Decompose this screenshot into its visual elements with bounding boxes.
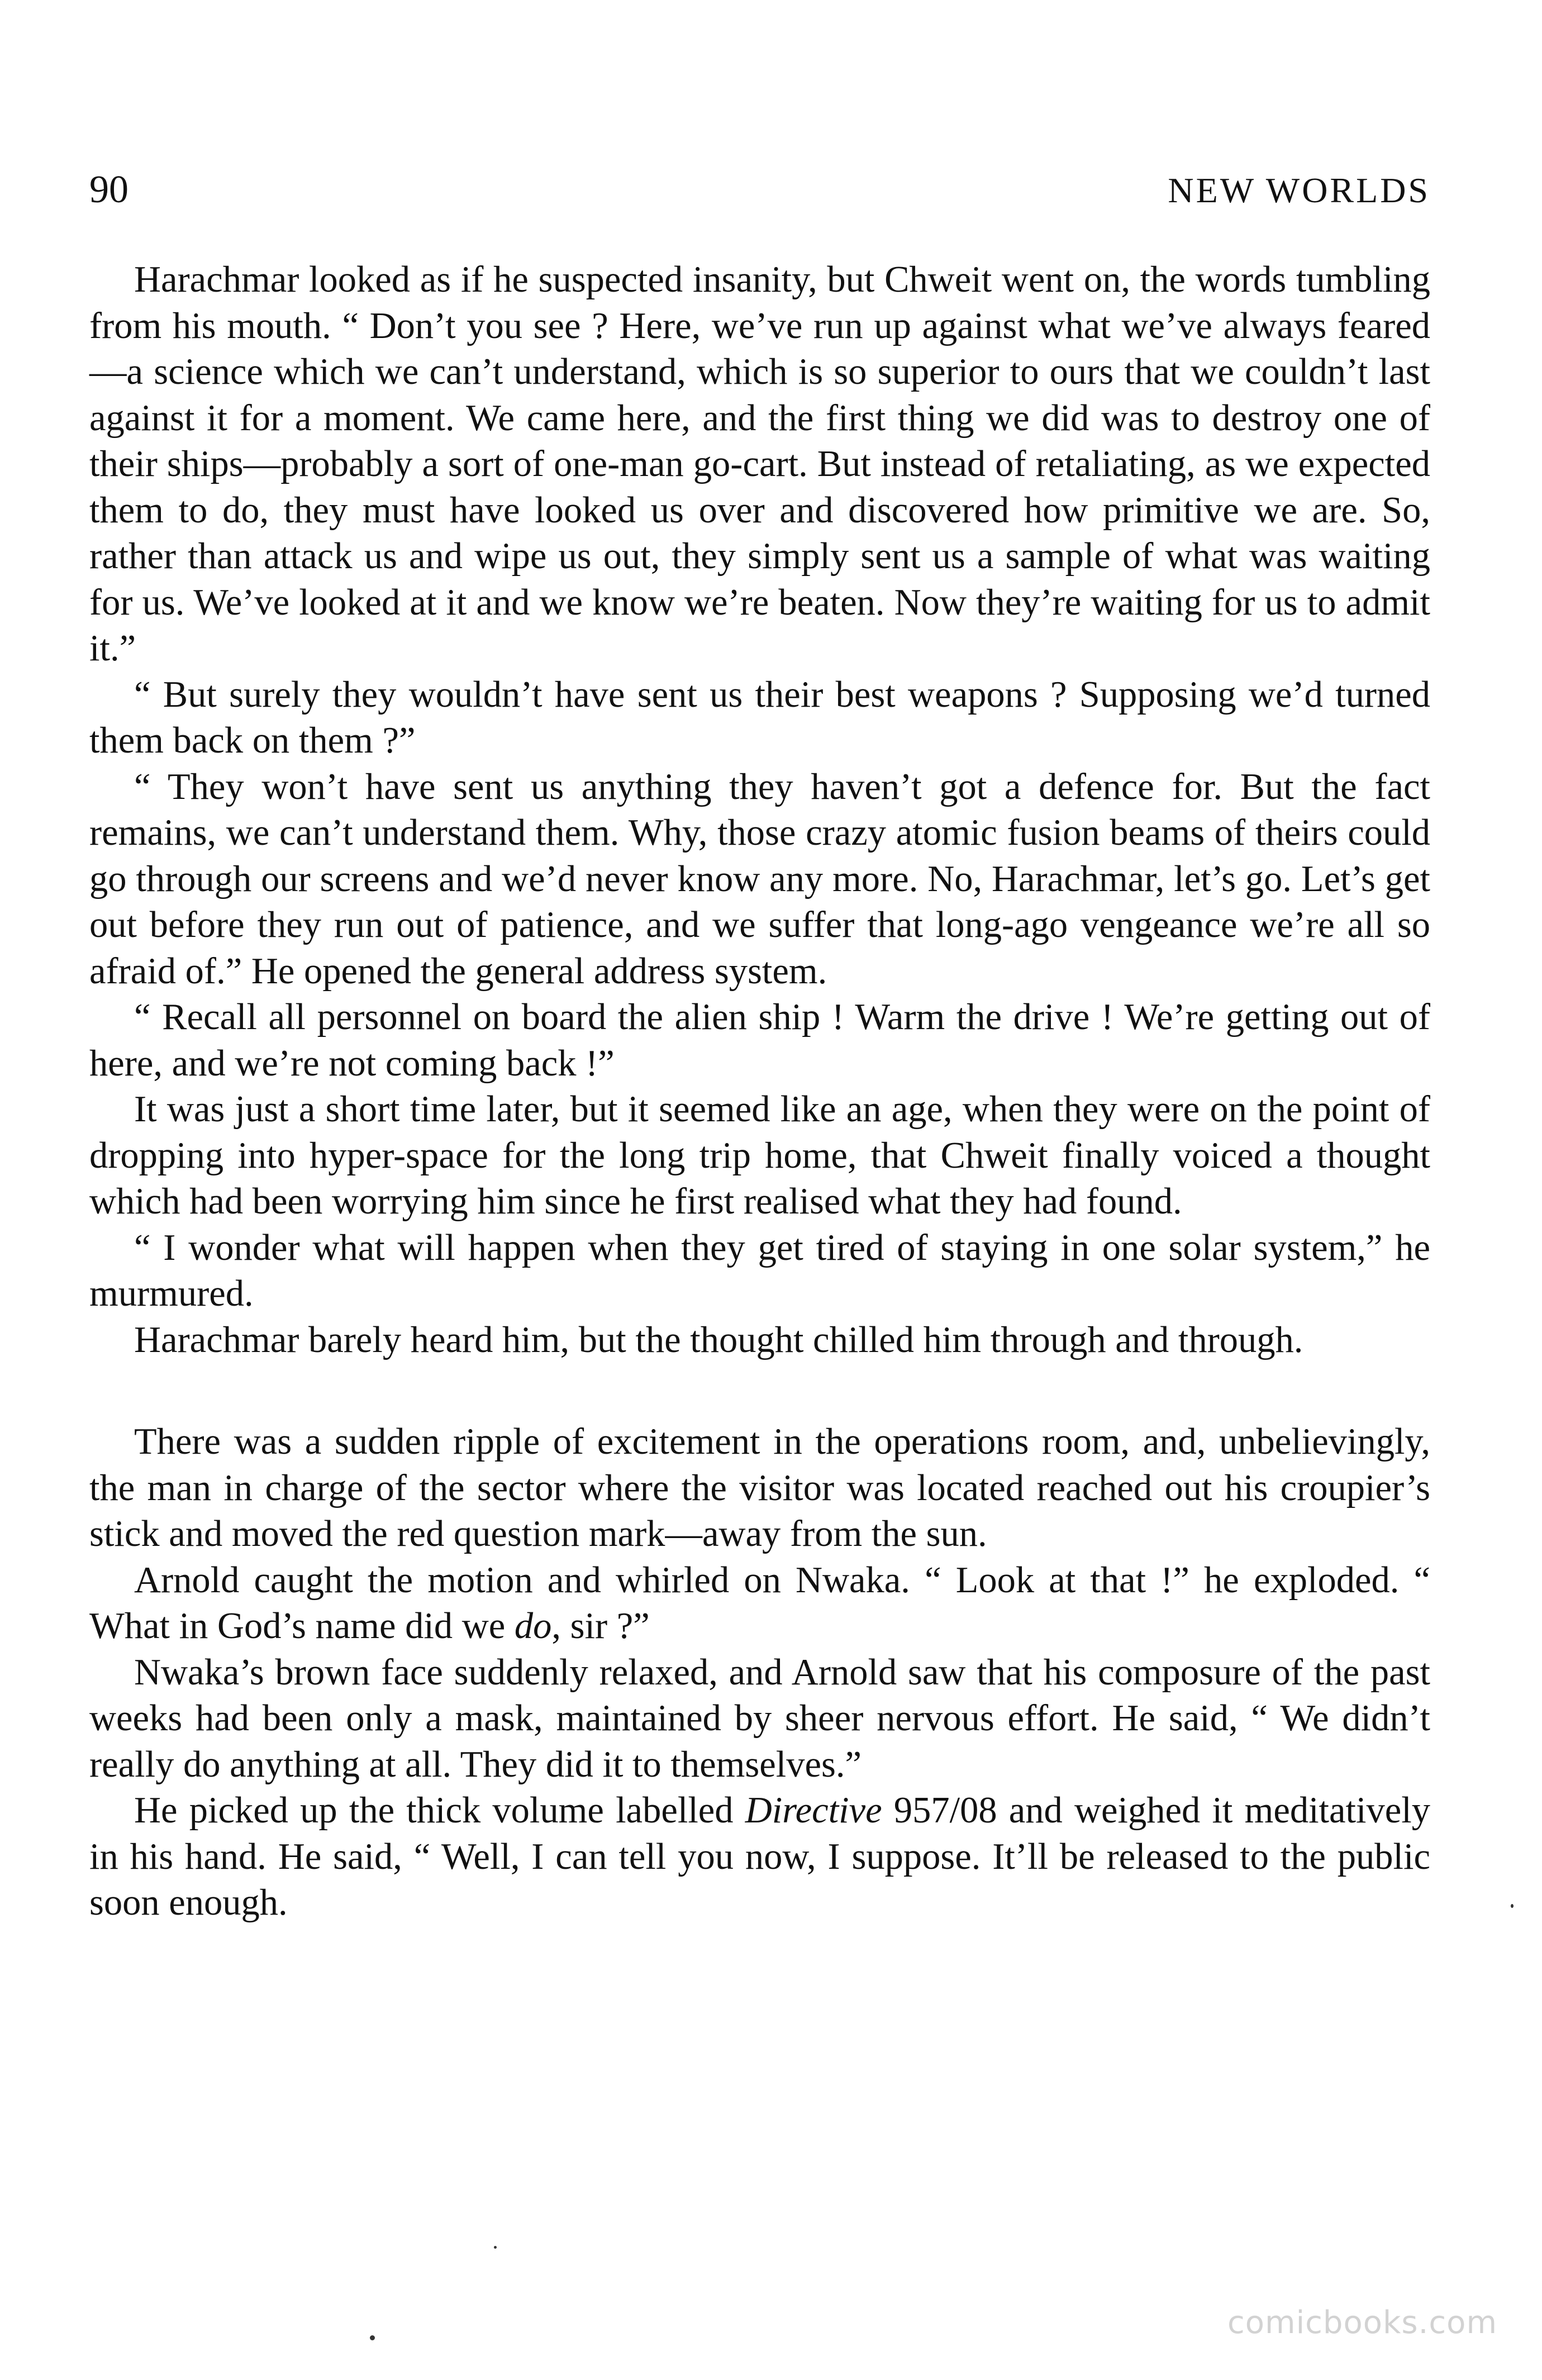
emphasis: Directive xyxy=(745,1790,882,1831)
paragraph-text: , sir ?” xyxy=(551,1606,650,1646)
paragraph-text: 957/08 and weighed it meditatively in his hand. He said, “ Well, I can tell you now, I suppose. It’ll be released to the public soon enough. xyxy=(89,1790,1430,1923)
running-header xyxy=(89,168,1430,229)
paragraph: There was a sudden ripple of excitement in the operations room, and, unbelievingly, the man in charge of the sector where the visitor was located reached out his croupier’s stick and moved the red question mark—away from the sun. xyxy=(89,1421,1430,1554)
paragraph: Harachmar looked as if he suspected insanity, but Chweit went on, the words tumbling from his mouth. “ Don’t you see ? Here, we’ve run up against what we’ve always feared—a science which we can’t understand, which is so superior to ours that we couldn’t last against it for a moment. We came here, and the first thing we did was to destroy one of their ships—probably a sort of one-man go-cart. But instead of retaliating, as we expected them to do, they must have looked us over and discovered how primitive we are. So, rather than attack us and wipe us out, they simply sent us a sample of what was waiting for us. We’ve looked at it and we know we’re beaten. Now they’re waiting for us to admit it.” xyxy=(89,259,1430,669)
ink-speck xyxy=(1511,1904,1514,1908)
paragraph-text: He picked up the thick volume labelled xyxy=(134,1790,745,1831)
paragraph-text: Arnold caught the motion and whirled on Nwaka. “ Look at that !” he exploded. “ What in God’s name did we xyxy=(89,1559,1430,1646)
paragraph: “ They won’t have sent us anything they haven’t got a defence for. But the fact remains, we can’t understand them. Why, those crazy atomic fusion beams of theirs could go through our screens and we’d never know any more. No, Harachmar, let’s go. Let’s get out before they run out of patience, and we suffer that long-ago vengeance we’re all so afraid of.” He opened the general address system. xyxy=(89,766,1430,992)
paragraph: Nwaka’s brown face suddenly relaxed, and Arnold saw that his composure of the past weeks had been only a mask, maintained by sheer nervous effort. He said, “ We didn’t really do anything at all. They did it to themselves.” xyxy=(89,1651,1430,1785)
ink-speck xyxy=(370,2335,375,2340)
running-title: NEW WORLDS xyxy=(1168,170,1430,210)
book-page xyxy=(89,168,1430,1926)
paragraph: “ I wonder what will happen when they get tired of staying in one solar system,” he murmured. xyxy=(89,1227,1430,1314)
paragraph: “ But surely they wouldn’t have sent us their best weapons ? Supposing we’d turned them back on them ?” xyxy=(89,674,1430,761)
body-text xyxy=(89,257,1430,1926)
paragraph: Harachmar barely heard him, but the thought chilled him through and through. xyxy=(134,1319,1303,1360)
emphasis: do xyxy=(514,1606,552,1646)
paragraph xyxy=(89,1788,1430,1926)
ink-speck xyxy=(494,2246,497,2249)
paragraph: “ Recall all personnel on board the alien ship ! Warm the drive ! We’re getting out of here, and we’re not coming back !” xyxy=(89,997,1430,1084)
page-number: 90 xyxy=(89,168,128,211)
watermark: comicbooks.com xyxy=(1227,2305,1497,2341)
paragraph xyxy=(89,1558,1430,1650)
paragraph: It was just a short time later, but it seemed like an age, when they were on the point of dropping into hyper-space for the long trip home, that Chweit finally voiced a thought which had been worrying him since he first realised what they had found. xyxy=(89,1089,1430,1222)
